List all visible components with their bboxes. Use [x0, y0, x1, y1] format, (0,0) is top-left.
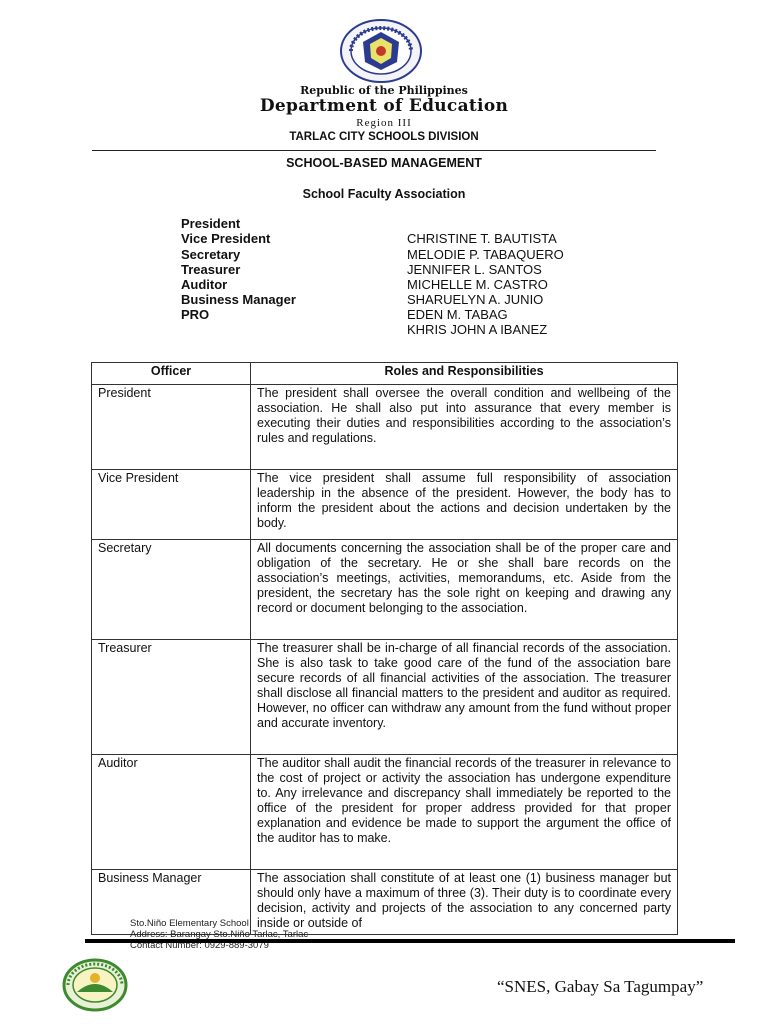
roles-cell: The auditor shall audit the financial records of the treasurer in relevance to the cost of project or activity the association has undergone expenditure to. Any irrelevance and discrepancy shall immediately be reported to the office of the president for proper address provided for that proper explanation and evidence be made to support the argument the office of the auditor has to make.	[251, 755, 678, 870]
roster-position: Treasurer	[181, 262, 241, 277]
column-header-officer: Officer	[92, 363, 251, 385]
document-subtitle: School Faculty Association	[302, 187, 466, 201]
footer-contact-block	[130, 918, 308, 951]
document-title: SCHOOL-BASED MANAGEMENT	[286, 156, 482, 170]
officer-cell: Secretary	[92, 540, 251, 640]
school-logo	[62, 958, 128, 1012]
roster-position: PRO	[181, 307, 210, 322]
roles-cell-text: The association shall constitute of at least one (1) business manager but should only have a maximum of three (3). Their duty is to coordinate every decision, activity and projects of the association to any concerned party inside or outside of	[257, 871, 671, 930]
roster-position: Auditor	[181, 277, 228, 292]
officer-cell: Vice President	[92, 470, 251, 540]
roster-position: Business Manager	[181, 292, 296, 307]
officer-cell: Treasurer	[92, 640, 251, 755]
deped-seal	[337, 18, 425, 84]
officer-cell: Auditor	[92, 755, 251, 870]
header-republic: Republic of the Philippines	[300, 84, 468, 97]
header-divider	[92, 150, 656, 151]
header-division: TARLAC CITY SCHOOLS DIVISION	[289, 131, 479, 143]
footer-address: Address: Barangay Sto.Niño Tarlac, Tarlac	[130, 929, 309, 940]
officer-cell: Business Manager	[92, 870, 251, 935]
roster-name: KHRIS JOHN A IBANEZ	[407, 322, 548, 337]
roster-position: Secretary	[181, 247, 241, 262]
roster-name: EDEN M. TABAG	[407, 307, 508, 322]
table-header-row	[92, 363, 678, 385]
footer-contact-number: Contact Number: 0929-889-3079	[130, 940, 269, 951]
roster-name: JENNIFER L. SANTOS	[407, 262, 542, 277]
roster-name: MICHELLE M. CASTRO	[407, 277, 548, 292]
officer-cell: President	[92, 385, 251, 470]
roles-cell: The president shall oversee the overall condition and wellbeing of the association. He shall also put into assurance that every member is executing their duties and responsibilities according to the association’s rules and regulations.	[251, 385, 678, 470]
roles-table	[91, 362, 678, 935]
table-row	[92, 540, 678, 640]
roles-cell: The vice president shall assume full responsibility of association leadership in the absence of the president. However, the body has to inform the president about the actions and decision undertaken by the body.	[251, 470, 678, 540]
roster-name: CHRISTINE T. BAUTISTA	[407, 231, 557, 246]
table-row	[92, 755, 678, 870]
roles-cell: The treasurer shall be in-charge of all financial records of the association. She is also task to take good care of the fund of the association bare secure records of all financial activities of the association. The treasurer shall disclose all financial matters to the president and auditor as required. However, no officer can withdraw any amount from the fund without proper and accurate inventory.	[251, 640, 678, 755]
footer-divider	[85, 939, 735, 943]
roster-position: Vice President	[181, 231, 271, 246]
school-motto: “SNES, Gabay Sa Tagumpay”	[497, 977, 704, 996]
roster-name: MELODIE P. TABAQUERO	[407, 247, 564, 262]
roles-cell	[251, 870, 678, 935]
table-row	[92, 640, 678, 755]
roster-position: President	[181, 216, 241, 231]
table-row	[92, 385, 678, 470]
roles-cell: All documents concerning the association shall be of the proper care and obligation of the secretary. He or she shall bare records on the association’s meetings, activities, memorandums, etc. Aside from the president, the secretary has the sole right on keeping and drawing any record or document belonging to the association.	[251, 540, 678, 640]
table-row	[92, 470, 678, 540]
footer-school-name: Sto.Niño Elementary School	[130, 918, 249, 929]
roster-name: SHARUELYN A. JUNIO	[407, 292, 544, 307]
header-department: Department of Education	[259, 96, 509, 116]
header-region: Region III	[356, 117, 412, 129]
column-header-roles: Roles and Responsibilities	[251, 363, 678, 385]
